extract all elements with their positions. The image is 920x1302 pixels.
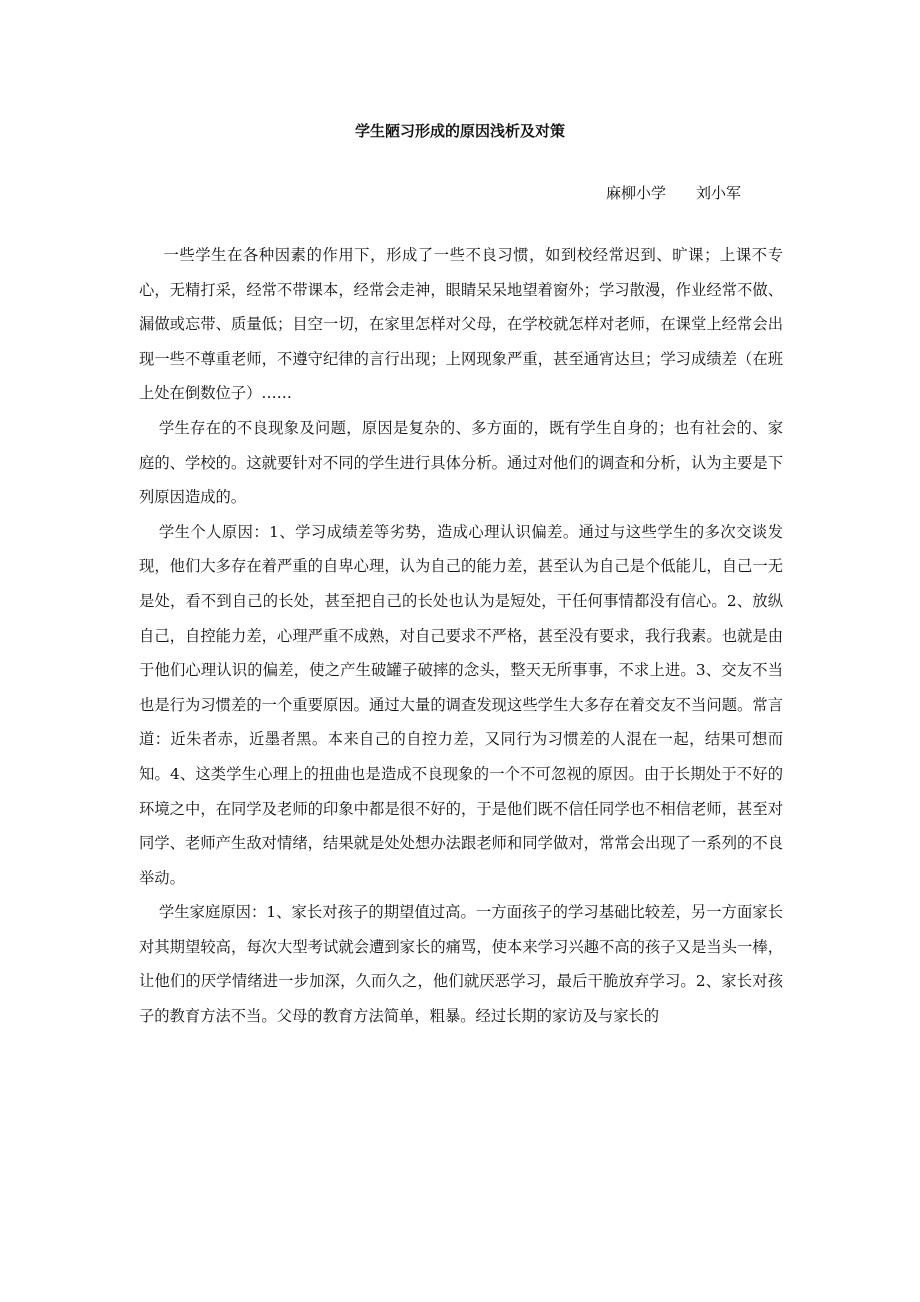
paragraph-personal-reasons: 学生个人原因：1、学习成绩差等劣势，造成心理认识偏差。通过与这些学生的多次交谈发现，他们大多存在着严重的自卑心理，认为自己的能力差，甚至认为自己是个低能儿，自己一无是处，看不到自己的长处，甚至把自己的长处也认为是短处，干任何事情都没有信心。2、放纵自己，自控能力差，心理严重不成熟，对自己要求不严格，甚至没有要求，我行我素。也就是由于他们心理认识的偏差，使之产生破罐子破摔的念头，整天无所事事，不求上进。3、交友不当也是行为习惯差的一个重要原因。通过大量的调查发现这些学生大多存在着交友不当问题。常言道：近朱者赤，近墨者黑。本来自己的自控力差，又同行为习惯差的人混在一起，结果可想而知。4、这类学生心理上的扭曲也是造成不良现象的一个不可忽视的原因。由于长期处于不好的环境之中，在同学及老师的印象中都是很不好的，于是他们既不信任同学也不相信老师，甚至对同学、老师产生敌对情绪，结果就是处处想办法跟老师和同学做对，常常会出现了一系列的不良举动。	[139, 522, 783, 887]
byline	[606, 182, 741, 204]
paragraph-intro: 一些学生在各种因素的作用下，形成了一些不良习惯，如到校经常迟到、旷课；上课不专心，无精打采，经常不带课本，经常会走神，眼睛呆呆地望着窗外；学习散漫，作业经常不做、漏做或忘带、质量低；目空一切，在家里怎样对父母，在学校就怎样对老师，在课堂上经常会出现一些不尊重老师，不遵守纪律的言行出现；上网现象严重，甚至通宵达旦；学习成绩差（在班上处在倒数位子）……	[139, 246, 783, 403]
document-title: 学生陋习形成的原因浅析及对策	[354, 122, 565, 140]
paragraph-causes: 学生存在的不良现象及问题，原因是复杂的、多方面的，既有学生自身的；也有社会的、家庭的、学校的。这就要针对不同的学生进行具体分析。通过对他们的调查和分析，认为主要是下列原因造成的。	[139, 418, 783, 507]
paragraph-family-reasons: 学生家庭原因：1、家长对孩子的期望值过高。一方面孩子的学习基础比较差，另一方面家长对其期望较高，每次大型考试就会遭到家长的痛骂，使本来学习兴趣不高的孩子又是当头一棒，让他们的厌学情绪进一步加深，久而久之，他们就厌恶学习，最后干脆放弃学习。2、家长对孩子的教育方法不当。父母的教育方法简单，粗暴。经过长期的家访及与家长的	[139, 903, 783, 1026]
document-body	[139, 238, 783, 1034]
byline-author: 刘小军	[696, 184, 742, 202]
byline-school: 麻柳小学	[606, 184, 667, 202]
